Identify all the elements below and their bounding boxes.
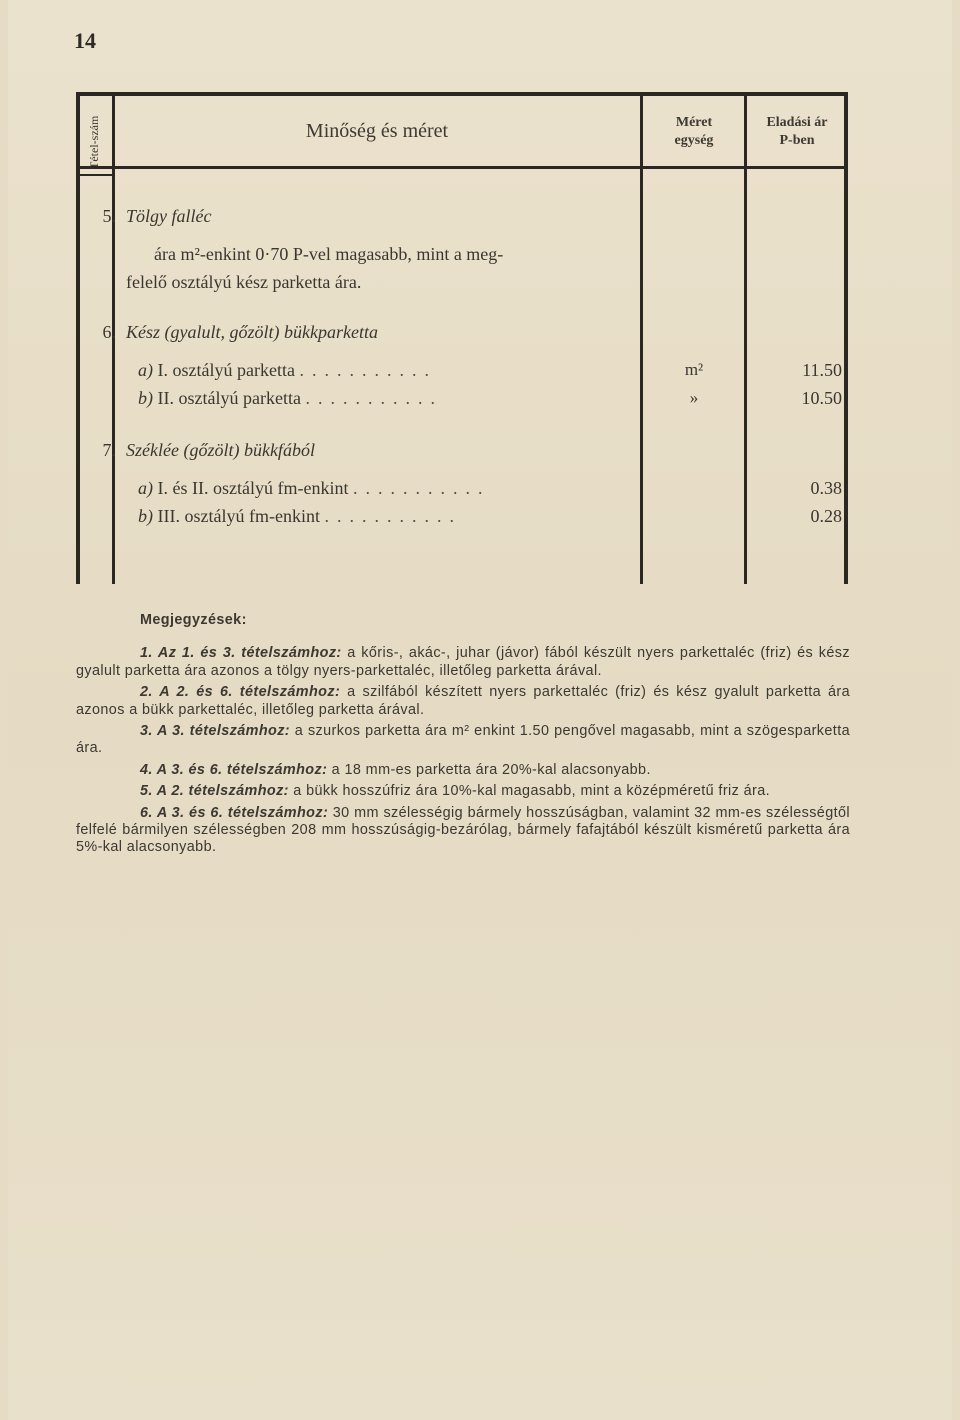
item-7a-row: a) I. és II. osztályú fm-enkint ...........: [138, 478, 491, 498]
item-6-title: Kész (gyalult, gőzölt) bükkparketta: [126, 322, 378, 342]
item-6a-price: 11.50: [802, 360, 842, 380]
item-5-desc-line1: ára m²-enkint 0·70 P-vel magasabb, mint a meg-: [154, 244, 504, 264]
note-1: 1. Az 1. és 3. tételszámhoz: a kőris-, akác-, juhar (jávor) fából készült nyers parkettaléc (friz) és kész gyalult parketta ára azonos a tölgy nyers-parkettaléc, illetőleg parketta árával.: [76, 645, 850, 679]
header-divider: [76, 166, 848, 169]
page-number: 14: [74, 28, 96, 53]
item-6a-row: a) I. osztályú parketta ...........: [138, 360, 437, 380]
item-7-number: 7.: [102, 440, 116, 460]
table-left-border: [76, 96, 80, 584]
item-5-number: 5.: [102, 206, 116, 226]
item-6b-row: b) II. osztályú parketta ...........: [138, 388, 443, 408]
note-5: 5. A 2. tételszámhoz: a bükk hosszúfriz ára 10%-kal magasabb, mint a középméretű friz ára.: [140, 783, 770, 800]
header-divider-num: [76, 174, 114, 176]
note-4: 4. A 3. és 6. tételszámhoz: a 18 mm-es parketta ára 20%-kal alacsonyabb.: [140, 761, 651, 778]
document-page: [8, 0, 952, 1420]
item-7b-price: 0.28: [810, 506, 842, 526]
item-7-title: Széklée (gőzölt) bükkfából: [126, 440, 315, 460]
item-6b-price: 10.50: [801, 388, 842, 408]
notes-section: [76, 612, 850, 861]
column-divider: [744, 96, 747, 584]
price-table: [76, 92, 848, 584]
item-7a-price: 0.38: [810, 478, 842, 498]
item-5-title: Tölgy falléc: [126, 206, 212, 226]
header-unit: Méret egység: [674, 115, 714, 148]
note-6: 6. A 3. és 6. tételszámhoz: 30 mm szélességig bármely hosszúságban, valamint 32 mm-es szélességtől felfelé bármilyen szélességben 208 mm hosszúságig-bezárólag, bármely fafajtából készült kisméretű parketta ára 5%-kal alacsonyabb.: [76, 804, 851, 856]
item-6-number: 6.: [102, 322, 116, 342]
note-3: 3. A 3. tételszámhoz: a szurkos parketta ára m² enkint 1.50 pengővel magasabb, mint a szögesparketta ára.: [76, 723, 850, 757]
header-quality: Minőség és méret: [305, 120, 449, 142]
item-7b-row: b) III. osztályú fm-enkint ...........: [138, 506, 462, 526]
item-6b-unit: »: [689, 388, 699, 407]
column-divider: [640, 96, 643, 584]
note-2: 2. A 2. és 6. tételszámhoz: a szilfából készített nyers parkettaléc (friz) és kész gyalult parketta ára azonos a bükk parkettaléc, illetőleg parketta árával.: [76, 684, 851, 718]
header-price: Eladási ár P-ben: [766, 115, 828, 148]
item-5-desc-line2: felelő osztályú kész parketta ára.: [126, 272, 362, 292]
notes-title: Megjegyzések:: [140, 612, 247, 628]
table-right-border: [844, 96, 848, 584]
header-item-number: Tétel-szám: [87, 115, 101, 169]
item-6a-unit: m²: [684, 360, 704, 379]
